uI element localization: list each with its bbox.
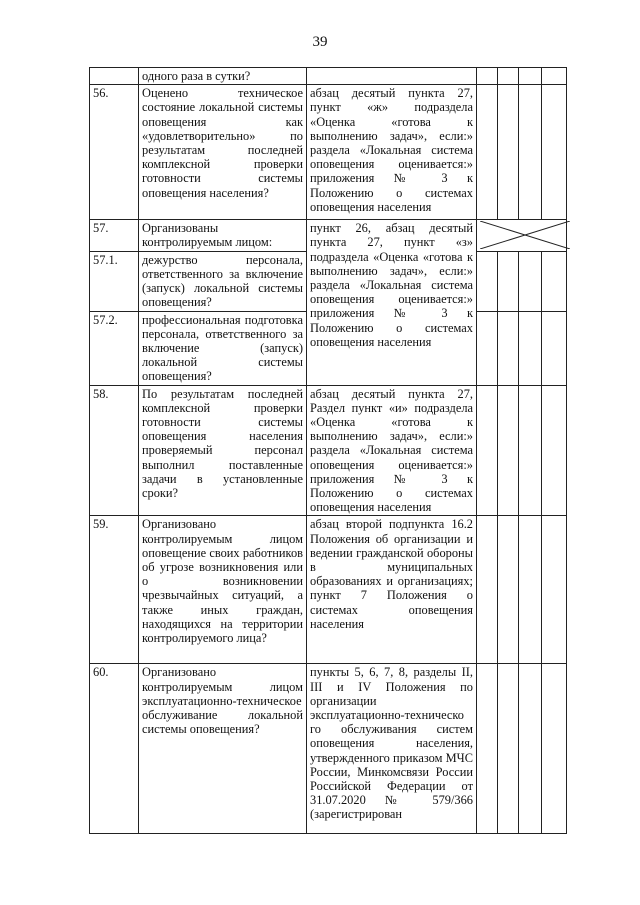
not-applicable-cross	[477, 220, 567, 251]
cross-mark-icon	[480, 221, 570, 249]
reference-cell: пункт 26, абзац десятый пункта 27, пункт «з» подраздела «Оценка «готова к выполнению задач», если:» раздела «Локальная система оповещения оценивается:» приложения № 3 к Положению о системах оповещения населения	[307, 220, 477, 385]
answer-yes-cell[interactable]	[477, 516, 498, 664]
reference-cell	[307, 68, 477, 85]
question-cell: одного раза в сутки?	[139, 68, 307, 85]
note-cell[interactable]	[542, 85, 567, 220]
row-number: 58.	[90, 385, 139, 516]
row-number: 57.	[90, 220, 139, 251]
checklist-table	[89, 67, 567, 834]
row-number	[90, 68, 139, 85]
answer-na-cell[interactable]	[519, 85, 542, 220]
note-cell[interactable]	[542, 664, 567, 834]
table-row	[90, 516, 567, 664]
reference-cell: абзац десятый пункта 27, пункт «ж» подраздела «Оценка «готова к выполнению задач», если:» раздела «Локальная система оповещения оценивается:» приложения № 3 к Положению о системах оповещения населения	[307, 85, 477, 220]
answer-no-cell[interactable]	[498, 85, 519, 220]
row-number: 59.	[90, 516, 139, 664]
question-cell: Оценено техническое состояние локальной системы оповещения как «удовлетворительно» по результатам последней комплексной проверки готовности системы оповещения населения?	[139, 85, 307, 220]
reference-cell: пункты 5, 6, 7, 8, разделы II, III и IV Положения по организации эксплуатационно-техническо го обслуживания систем оповещения населения, утвержденного приказом МЧС России, Минкомсвязи России Российской Федерации от 31.07.2020 № 579/366 (зарегистрирован	[307, 664, 477, 834]
answer-yes-cell[interactable]	[477, 311, 498, 385]
note-cell[interactable]	[542, 68, 567, 85]
answer-na-cell[interactable]	[519, 385, 542, 516]
answer-no-cell[interactable]	[498, 516, 519, 664]
reference-cell: абзац второй подпункта 16.2 Положения об организации и ведении гражданской обороны в муниципальных образованиях и организациях; пункт 7 Положения о системах оповещения населения	[307, 516, 477, 664]
row-number: 57.2.	[90, 311, 139, 385]
question-cell: дежурство персонала, ответственного за включение (запуск) локальной системы оповещения?	[139, 251, 307, 311]
answer-no-cell[interactable]	[498, 68, 519, 85]
note-cell[interactable]	[542, 516, 567, 664]
answer-na-cell[interactable]	[519, 251, 542, 311]
answer-no-cell[interactable]	[498, 251, 519, 311]
answer-yes-cell[interactable]	[477, 68, 498, 85]
question-cell: Организованы контролируемым лицом:	[139, 220, 307, 251]
answer-na-cell[interactable]	[519, 664, 542, 834]
note-cell[interactable]	[542, 251, 567, 311]
page-number: 39	[312, 34, 328, 50]
note-cell[interactable]	[542, 311, 567, 385]
table-row	[90, 664, 567, 834]
reference-cell: абзац десятый пункта 27, Раздел пункт «и» подраздела «Оценка «готова к выполнению задач», если:» раздела «Локальная система оповещения оценивается:» приложения № 3 к Положению о системах оповещения населения	[307, 385, 477, 516]
answer-yes-cell[interactable]	[477, 85, 498, 220]
table-row	[90, 385, 567, 516]
table-row	[90, 68, 567, 85]
answer-yes-cell[interactable]	[477, 251, 498, 311]
question-cell: профессиональная подготовка персонала, ответственного за включение (запуск) локальной системы оповещения?	[139, 311, 307, 385]
answer-yes-cell[interactable]	[477, 664, 498, 834]
table-row	[90, 220, 567, 251]
question-cell: Организовано контролируемым лицом оповещение своих работников об угрозе возникновения или о возникновении чрезвычайных ситуаций, а также иных граждан, находящихся на территории контролируемого лица?	[139, 516, 307, 664]
answer-na-cell[interactable]	[519, 68, 542, 85]
row-number: 56.	[90, 85, 139, 220]
answer-na-cell[interactable]	[519, 516, 542, 664]
answer-no-cell[interactable]	[498, 664, 519, 834]
question-cell: Организовано контролируемым лицом эксплуатационно-техническое обслуживание локальной системы оповещения?	[139, 664, 307, 834]
answer-yes-cell[interactable]	[477, 385, 498, 516]
answer-no-cell[interactable]	[498, 311, 519, 385]
row-number: 57.1.	[90, 251, 139, 311]
question-cell: По результатам последней комплексной проверки готовности системы оповещения населения проверяемый персонал выполнил поставленные задачи в установленные сроки?	[139, 385, 307, 516]
answer-no-cell[interactable]	[498, 385, 519, 516]
answer-na-cell[interactable]	[519, 311, 542, 385]
row-number: 60.	[90, 664, 139, 834]
note-cell[interactable]	[542, 385, 567, 516]
table-row	[90, 85, 567, 220]
